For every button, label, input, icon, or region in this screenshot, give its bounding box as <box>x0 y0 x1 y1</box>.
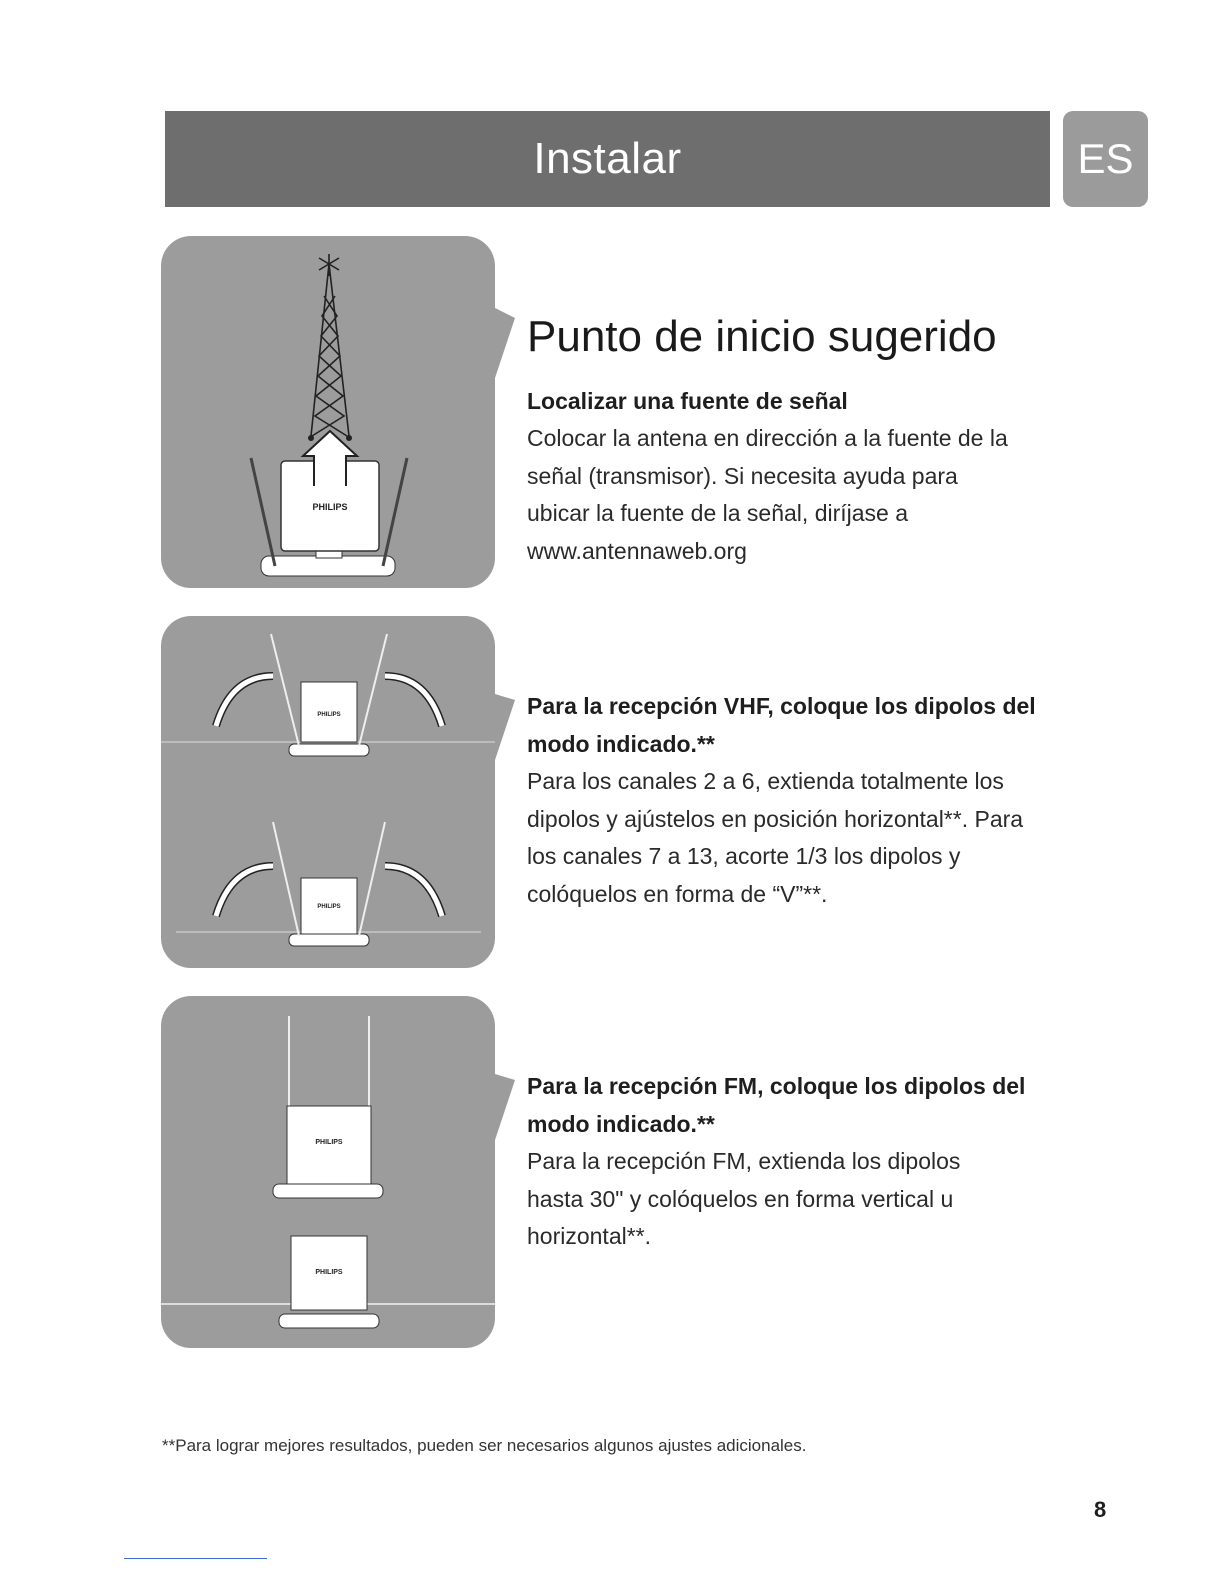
body-vhf: Para los canales 2 a 6, extienda totalmente los dipolos y ajústelos en posición horizontal**. Para los canales 7 a 13, acorte 1/3 los dipolos y colóquelos en forma de “V”**. <box>527 768 1024 907</box>
subheading-fm: Para la recepción FM, coloque los dipolos del modo indicado.** <box>527 1073 1026 1137</box>
subheading-locate-signal: Localizar una fuente de señal <box>527 388 848 414</box>
header-bar <box>165 111 1050 207</box>
section-title: Punto de inicio sugerido <box>527 312 997 361</box>
section-vhf <box>527 687 1087 913</box>
page-number: 8 <box>1094 1497 1107 1522</box>
body-locate-signal: Colocar la antena en dirección a la fuente de la señal (transmisor). Si necesita ayuda para ubicar la fuente de la señal, diríjase a www.antennaweb.org <box>527 425 1008 564</box>
brand-logo: PHILIPS <box>315 1139 343 1146</box>
divider <box>124 1558 267 1559</box>
svg-text:PHILIPS: PHILIPS <box>315 1269 343 1276</box>
language-tab <box>1063 111 1148 207</box>
page-title: Instalar <box>533 134 682 183</box>
svg-text:PHILIPS: PHILIPS <box>317 904 341 910</box>
section-suggested-start <box>527 312 1087 570</box>
footnote: **Para lograr mejores resultados, pueden ser necesarios algunos ajustes adicionales. <box>162 1436 807 1455</box>
illustration-vhf <box>161 616 541 968</box>
subheading-vhf: Para la recepción VHF, coloque los dipolos del modo indicado.** <box>527 693 1036 757</box>
illustration-tower <box>161 236 541 588</box>
illustration-fm <box>161 996 541 1348</box>
body-fm: Para la recepción FM, extienda los dipolos hasta 30" y colóquelos en forma vertical u horizontal**. <box>527 1148 961 1249</box>
language-label: ES <box>1077 135 1134 182</box>
brand-logo: PHILIPS <box>317 712 341 718</box>
section-fm <box>527 1067 1087 1256</box>
brand-logo: PHILIPS <box>312 502 348 512</box>
